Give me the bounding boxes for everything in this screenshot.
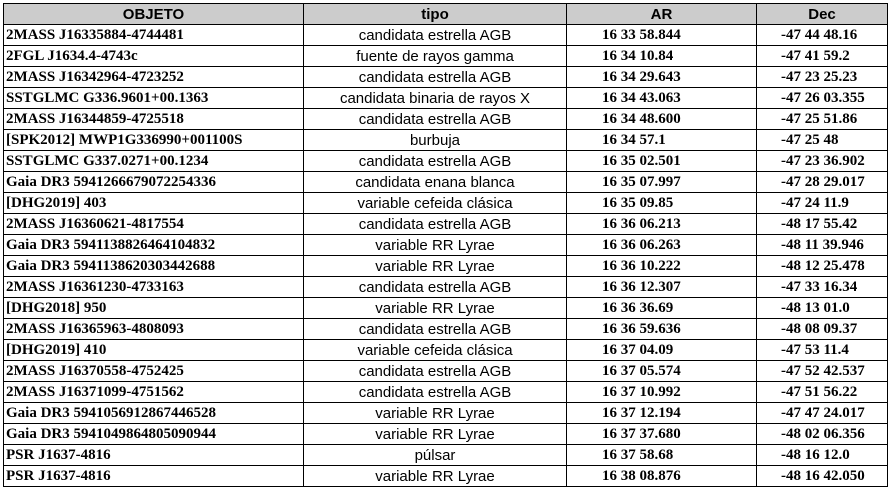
cell-tipo: variable cefeida clásica	[304, 340, 567, 361]
cell-tipo: candidata estrella AGB	[304, 25, 567, 46]
cell-ar: 16 38 08.876	[567, 466, 757, 487]
table-row	[4, 235, 888, 256]
cell-dec: -48 11 39.946	[757, 235, 888, 256]
table-row	[4, 151, 888, 172]
table-row	[4, 445, 888, 466]
cell-tipo: variable RR Lyrae	[304, 403, 567, 424]
cell-objeto: Gaia DR3 5941056912867446528	[4, 403, 304, 424]
header-tipo: tipo	[304, 4, 567, 25]
cell-dec: -47 25 51.86	[757, 109, 888, 130]
cell-ar: 16 34 57.1	[567, 130, 757, 151]
cell-dec: -48 17 55.42	[757, 214, 888, 235]
cell-dec: -48 02 06.356	[757, 424, 888, 445]
cell-objeto: 2MASS J16371099-4751562	[4, 382, 304, 403]
cell-objeto: SSTGLMC G336.9601+00.1363	[4, 88, 304, 109]
cell-ar: 16 34 29.643	[567, 67, 757, 88]
cell-ar: 16 37 12.194	[567, 403, 757, 424]
cell-objeto: [DHG2018] 950	[4, 298, 304, 319]
table-row	[4, 340, 888, 361]
cell-ar: 16 36 36.69	[567, 298, 757, 319]
cell-tipo: fuente de rayos gamma	[304, 46, 567, 67]
cell-tipo: variable cefeida clásica	[304, 193, 567, 214]
cell-tipo: candidata estrella AGB	[304, 277, 567, 298]
table-row	[4, 361, 888, 382]
cell-tipo: candidata enana blanca	[304, 172, 567, 193]
cell-dec: -47 47 24.017	[757, 403, 888, 424]
cell-dec: -47 25 48	[757, 130, 888, 151]
cell-objeto: 2MASS J16342964-4723252	[4, 67, 304, 88]
table-row	[4, 214, 888, 235]
cell-objeto: Gaia DR3 5941266679072254336	[4, 172, 304, 193]
cell-objeto: 2MASS J16370558-4752425	[4, 361, 304, 382]
cell-dec: -47 23 25.23	[757, 67, 888, 88]
cell-ar: 16 37 10.992	[567, 382, 757, 403]
cell-ar: 16 37 05.574	[567, 361, 757, 382]
cell-dec: -47 41 59.2	[757, 46, 888, 67]
cell-tipo: candidata estrella AGB	[304, 319, 567, 340]
table-row	[4, 67, 888, 88]
header-ar: AR	[567, 4, 757, 25]
cell-ar: 16 36 06.213	[567, 214, 757, 235]
cell-ar: 16 35 02.501	[567, 151, 757, 172]
cell-objeto: 2MASS J16361230-4733163	[4, 277, 304, 298]
table-row	[4, 277, 888, 298]
cell-ar: 16 36 10.222	[567, 256, 757, 277]
cell-ar: 16 37 37.680	[567, 424, 757, 445]
header-objeto: OBJETO	[4, 4, 304, 25]
cell-ar: 16 36 12.307	[567, 277, 757, 298]
cell-objeto: 2MASS J16365963-4808093	[4, 319, 304, 340]
cell-objeto: 2MASS J16335884-4744481	[4, 25, 304, 46]
cell-tipo: candidata estrella AGB	[304, 67, 567, 88]
cell-objeto: SSTGLMC G337.0271+00.1234	[4, 151, 304, 172]
cell-ar: 16 33 58.844	[567, 25, 757, 46]
cell-dec: -47 33 16.34	[757, 277, 888, 298]
cell-objeto: Gaia DR3 5941138620303442688	[4, 256, 304, 277]
cell-objeto: PSR J1637-4816	[4, 466, 304, 487]
cell-dec: -48 12 25.478	[757, 256, 888, 277]
cell-objeto: [SPK2012] MWP1G336990+001100S	[4, 130, 304, 151]
cell-objeto: PSR J1637-4816	[4, 445, 304, 466]
cell-ar: 16 37 58.68	[567, 445, 757, 466]
cell-dec: -48 16 12.0	[757, 445, 888, 466]
cell-tipo: burbuja	[304, 130, 567, 151]
cell-objeto: 2MASS J16344859-4725518	[4, 109, 304, 130]
cell-ar: 16 34 43.063	[567, 88, 757, 109]
cell-ar: 16 34 10.84	[567, 46, 757, 67]
cell-dec: -48 13 01.0	[757, 298, 888, 319]
cell-dec: -47 26 03.355	[757, 88, 888, 109]
table-row	[4, 319, 888, 340]
cell-objeto: [DHG2019] 410	[4, 340, 304, 361]
cell-ar: 16 37 04.09	[567, 340, 757, 361]
cell-objeto: [DHG2019] 403	[4, 193, 304, 214]
cell-dec: -47 52 42.537	[757, 361, 888, 382]
cell-objeto: Gaia DR3 5941049864805090944	[4, 424, 304, 445]
cell-objeto: 2MASS J16360621-4817554	[4, 214, 304, 235]
cell-tipo: variable RR Lyrae	[304, 466, 567, 487]
cell-tipo: candidata estrella AGB	[304, 151, 567, 172]
cell-tipo: variable RR Lyrae	[304, 424, 567, 445]
cell-tipo: candidata estrella AGB	[304, 361, 567, 382]
cell-tipo: candidata estrella AGB	[304, 382, 567, 403]
table-row	[4, 193, 888, 214]
objects-table	[3, 3, 888, 487]
table-row	[4, 88, 888, 109]
table-row	[4, 25, 888, 46]
cell-dec: -47 28 29.017	[757, 172, 888, 193]
header-dec: Dec	[757, 4, 888, 25]
cell-dec: -47 24 11.9	[757, 193, 888, 214]
table-row	[4, 256, 888, 277]
table-body	[4, 25, 888, 487]
cell-objeto: 2FGL J1634.4-4743c	[4, 46, 304, 67]
cell-tipo: púlsar	[304, 445, 567, 466]
cell-dec: -47 51 56.22	[757, 382, 888, 403]
cell-ar: 16 35 09.85	[567, 193, 757, 214]
cell-tipo: variable RR Lyrae	[304, 256, 567, 277]
table-row	[4, 466, 888, 487]
table-row	[4, 109, 888, 130]
table-row	[4, 172, 888, 193]
cell-dec: -48 08 09.37	[757, 319, 888, 340]
cell-ar: 16 36 06.263	[567, 235, 757, 256]
cell-ar: 16 36 59.636	[567, 319, 757, 340]
cell-tipo: candidata estrella AGB	[304, 214, 567, 235]
table-row	[4, 382, 888, 403]
cell-dec: -47 44 48.16	[757, 25, 888, 46]
cell-tipo: variable RR Lyrae	[304, 298, 567, 319]
cell-objeto: Gaia DR3 5941138826464104832	[4, 235, 304, 256]
table-row	[4, 403, 888, 424]
table-row	[4, 424, 888, 445]
cell-tipo: candidata binaria de rayos X	[304, 88, 567, 109]
header-row	[4, 4, 888, 25]
cell-dec: -47 53 11.4	[757, 340, 888, 361]
table-row	[4, 298, 888, 319]
table-row	[4, 130, 888, 151]
cell-ar: 16 35 07.997	[567, 172, 757, 193]
cell-tipo: candidata estrella AGB	[304, 109, 567, 130]
cell-tipo: variable RR Lyrae	[304, 235, 567, 256]
table-row	[4, 46, 888, 67]
cell-dec: -48 16 42.050	[757, 466, 888, 487]
cell-ar: 16 34 48.600	[567, 109, 757, 130]
cell-dec: -47 23 36.902	[757, 151, 888, 172]
